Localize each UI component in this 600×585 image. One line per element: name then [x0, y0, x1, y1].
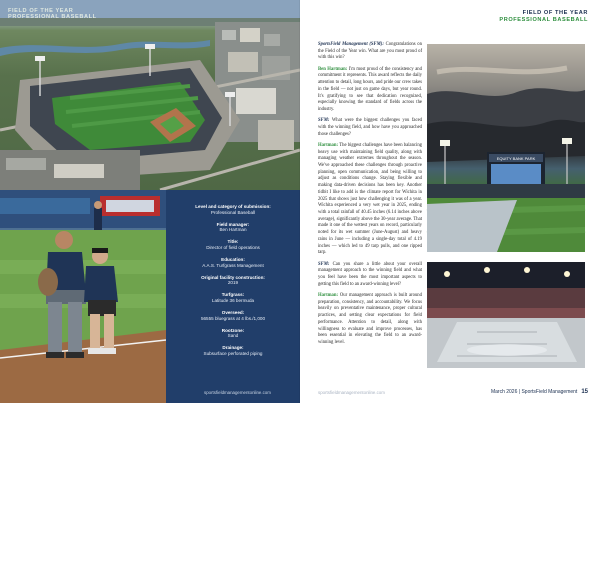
info-block-title: [166, 239, 300, 250]
info-block-overseed: [166, 310, 300, 321]
running-head-line1: FIELD OF THE YEAR: [522, 10, 588, 16]
field-info-panel: [166, 190, 300, 403]
info-label: Title:: [227, 239, 239, 245]
page-number-right: 15: [581, 389, 588, 395]
info-block-turfgrass: [166, 292, 300, 303]
interview-article: [318, 42, 422, 351]
publication-left: SportsField Management | March 2026: [22, 579, 110, 585]
running-head-line2: PROFESSIONAL BASEBALL: [8, 14, 97, 21]
answer-label: Hartman:: [318, 292, 339, 298]
info-block-education: [166, 257, 300, 268]
question-text: Can you share a little about your overall management approach to the winning field and what you feel have been the most important aspects to getting this field to an award-winning level?: [318, 261, 422, 287]
info-label: Field manager:: [216, 221, 250, 227]
info-value: A.A.S. Turfgrass Management: [202, 262, 264, 268]
question-text: What were the biggest challenges you faced with the winning field, and how have you approached those challenges?: [318, 118, 422, 137]
info-block-manager: [166, 222, 300, 233]
publication-right: March 2026 | SportsField Management: [490, 389, 578, 395]
question-label: SFM:: [318, 261, 330, 267]
info-block-level: [166, 204, 300, 215]
info-value: Sand: [227, 333, 239, 339]
answer-1: [318, 67, 422, 114]
info-label: Level and category of submission:: [195, 204, 271, 209]
answer-text: The biggest challenges have been balancing heavy use with maintaining field quality, along with managing weather extremes throughout the season. We've approached these challenges through proactive planning, open communication, and being willing to adjust as conditions change. Staying flexible and making data-driven decisions has been key. Another tidbit I like to add is the climate report for Wichita in 2025 that shows just how challenging it was of a year. Wichita experienced a very wet year in 2025, ending with a total rainfall of 40.45 inches (6.14 inches above average), significantly above the 30-year average. That made it one of the wettest years on record, particularly noted for its wet summer (June-August) and heavy rains in June — including a single-day total of 4.19 inches — which led to 49 tarp pulls, and one ripped tarp.: [318, 142, 423, 256]
info-value: 2019: [227, 280, 239, 286]
folio-right: [491, 389, 588, 395]
question-label: SportsField Management (SFM):: [318, 42, 384, 47]
running-head-left: [8, 8, 97, 21]
storm-stadium-photo: [427, 44, 585, 252]
running-head-right: [499, 10, 588, 23]
crew-photo: [0, 190, 166, 585]
question-label: SFM:: [318, 118, 330, 124]
info-label: Education:: [221, 256, 245, 262]
info-value: Ben Hartman: [219, 227, 247, 233]
info-block-rootzone: [166, 328, 300, 339]
info-value: Professional Baseball: [210, 209, 256, 215]
question-text: Congratulations on the Field of the Year win. What are you most proud of with this win?: [318, 42, 422, 61]
question-2: [318, 118, 422, 138]
scoreboard-text: EQUITY BANK PARK: [496, 156, 536, 161]
page-number-left: 14: [12, 579, 19, 585]
tarp-night-photo: [427, 262, 585, 368]
right-page: [300, 0, 600, 403]
info-value: Subsurface perforated piping: [203, 350, 263, 356]
answer-2: [318, 143, 422, 257]
website-url-left[interactable]: sportsfieldmanagementonline.com: [204, 390, 271, 395]
answer-3: [318, 293, 422, 347]
info-label: Drainage:: [222, 345, 244, 351]
info-label: Overseed:: [221, 309, 245, 315]
info-label: Turfgrass:: [221, 292, 245, 298]
answer-text: I'm most proud of the consistency and commitment it represents. This award reflects the daily attention to detail, long hours, and pride our crew takes in the field — not just on game days, but year round. It's gratifying to see that dedication recognized, especially knowing the standard of fields across the industry.: [318, 66, 422, 112]
answer-label: Ben Hartman:: [318, 66, 348, 72]
running-head-line1: FIELD OF THE YEAR: [8, 8, 74, 14]
running-head-line2: PROFESSIONAL BASEBALL: [499, 16, 588, 23]
info-value: Director of field operations: [206, 245, 260, 251]
info-block-construction: [166, 275, 300, 286]
info-block-drainage: [166, 345, 300, 356]
info-label: Rootzone:: [221, 327, 245, 333]
info-value: 56555 bluegrass at 4 lbs./1,000: [200, 315, 266, 321]
question-1: [318, 42, 422, 62]
answer-text: Our management approach is built around preparation, consistency, and accountability. We focus heavily on preventative maintenance, proper cultural practices, and setting clear expectations for field performance. Attention to detail, along with willingness to evaluate and improve processes, has been essential in elevating the field to an award-winning level.: [318, 292, 422, 345]
folio-left: [12, 579, 109, 585]
answer-label: Hartman:: [318, 142, 339, 148]
website-url-right[interactable]: sportsfieldmanagementonline.com: [318, 390, 385, 395]
info-value: Latitude 36 bermuda: [211, 298, 255, 304]
info-label: Original facility construction:: [201, 274, 265, 280]
aerial-stadium-photo: [0, 0, 300, 190]
question-3: [318, 262, 422, 289]
